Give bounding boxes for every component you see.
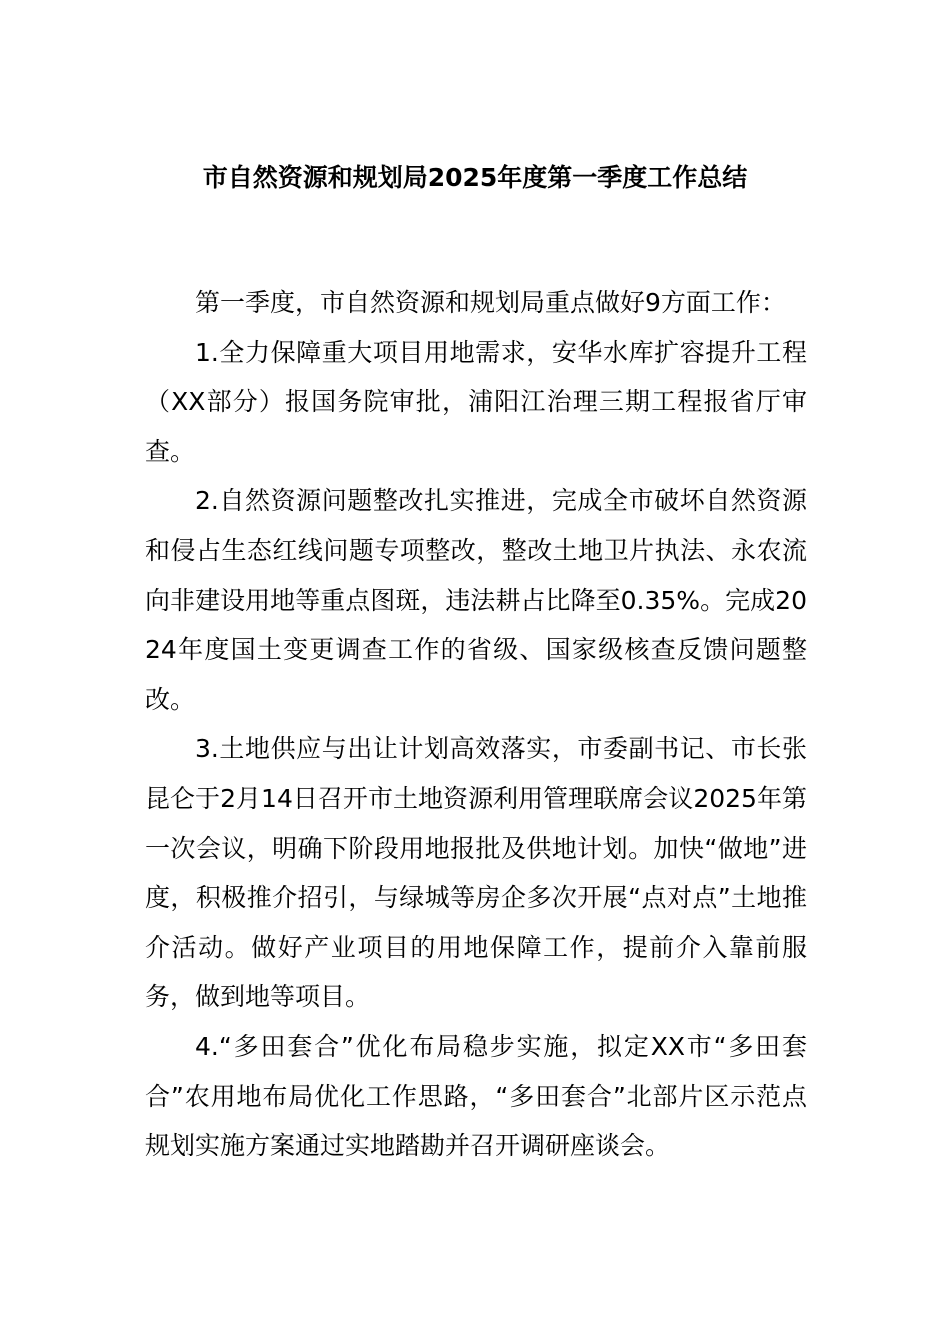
paragraph-intro: 第一季度，市自然资源和规划局重点做好9方面工作： bbox=[195, 288, 786, 317]
document-body bbox=[145, 278, 807, 1171]
paragraph-item-2: 2.自然资源问题整改扎实推进，完成全市破坏自然资源和侵占生态红线问题专项整改，整改土地卫片执法、永农流向非建设用地等重点图斑，违法耕占比降至0.35%。完成2024年度国土变更调查工作的省级、国家级核查反馈问题整改。 bbox=[145, 486, 807, 714]
paragraph-item-1: 1.全力保障重大项目用地需求，安华水库扩容提升工程（XX部分）报国务院审批，浦阳江治理三期工程报省厅审查。 bbox=[145, 337, 807, 466]
paragraph-item-3: 3.土地供应与出让计划高效落实，市委副书记、市长张昆仑于2月14日召开市土地资源利用管理联席会议2025年第一次会议，明确下阶段用地报批及供地计划。加快“做地”进度，积极推介招引，与绿城等房企多次开展“点对点”土地推介活动。做好产业项目的用地保障工作，提前介入靠前服务，做到地等项目。 bbox=[145, 734, 807, 1012]
paragraph-item-4: 4.“多田套合”优化布局稳步实施，拟定XX市“多田套合”农用地布局优化工作思路，“多田套合”北部片区示范点规划实施方案通过实地踏勘并召开调研座谈会。 bbox=[145, 1031, 807, 1161]
document-title: 市自然资源和规划局2025年度第一季度工作总结 bbox=[202, 163, 748, 192]
